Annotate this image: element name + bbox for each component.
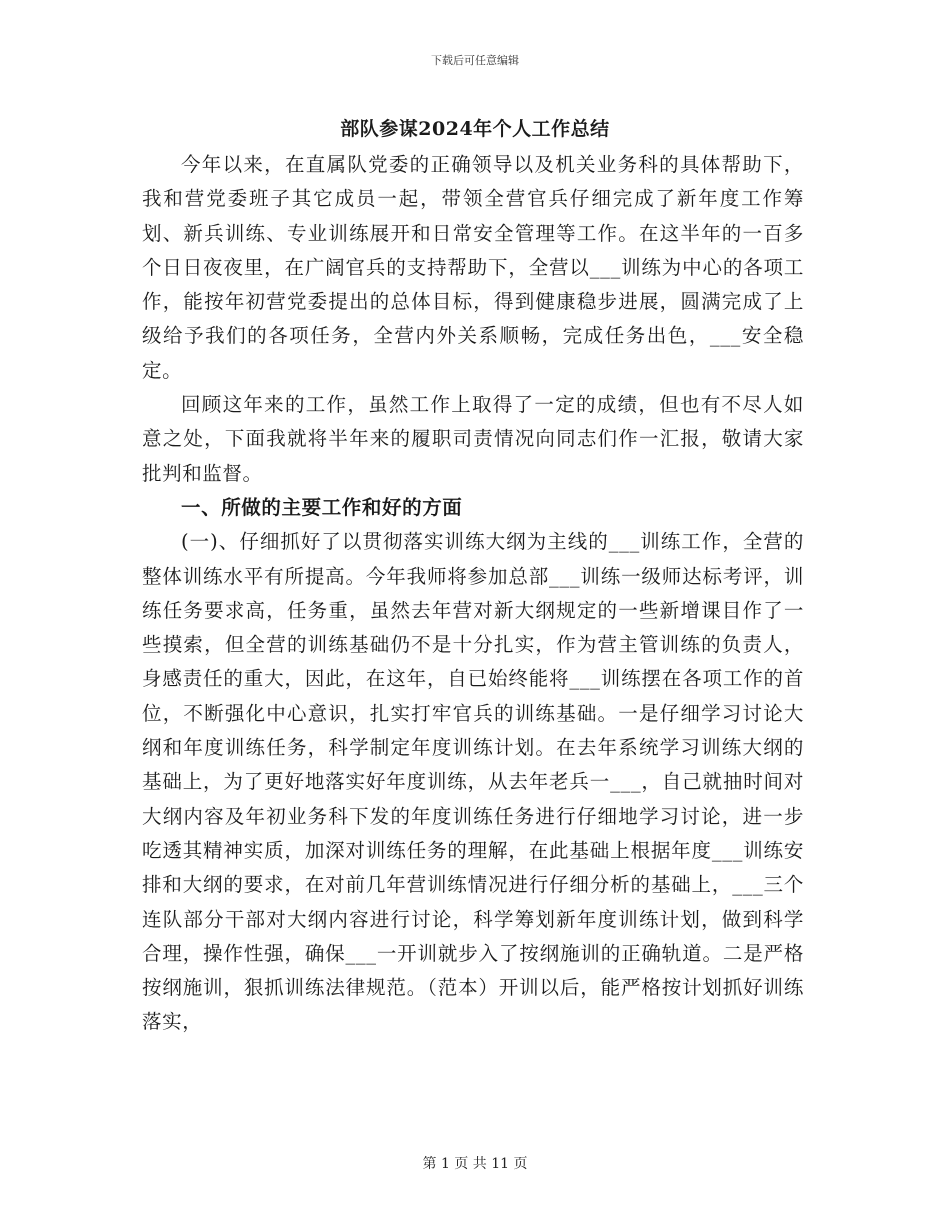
page-number: 第 1 页 共 11 页 <box>422 1156 528 1172</box>
paragraph-intro: 今年以来，在直属队党委的正确领导以及机关业务科的具体帮助下，我和营党委班子其它成员一起，带领全营官兵仔细完成了新年度工作筹划、新兵训练、专业训练展开和日常安全管理等工作。在这半年的一百多个日日夜夜里，在广阔官兵的支持帮助下，全营以___训练为中心的各项工作，能按年初营党委提出的总体目标，得到健康稳步进展，圆满完成了上级给予我们的各项任务，全营内外关系顺畅，完成任务出色，___安全稳定。 <box>142 153 804 382</box>
document-body <box>142 148 804 1040</box>
section-heading: 一、所做的主要工作和好的方面 <box>181 495 463 519</box>
document-title: 部队参谋2024年个人工作总结 <box>340 118 610 140</box>
paragraph-training: (一)、仔细抓好了以贯彻落实训练大纲为主线的___训练工作，全营的整体训练水平有所提高。今年我师将参加总部___训练一级师达标考评，训练任务要求高，任务重，虽然去年营对新大纲规定的一些新增课目作了一些摸索，但全营的训练基础仍不是十分扎实，作为营主管训练的负责人，身感责任的重大，因此，在这年，自已始终能将___训练摆在各项工作的首位，不断强化中心意识，扎实打牢官兵的训练基础。一是仔细学习讨论大纲和年度训练任务，科学制定年度训练计划。在去年系统学习训练大纲的基础上，为了更好地落实好年度训练，从去年老兵一___，自己就抽时间对大纲内容及年初业务科下发的年度训练任务进行仔细地学习讨论，进一步吃透其精神实质，加深对训练任务的理解，在此基础上根据年度___训练安排和大纲的要求，在对前几年营训练情况进行仔细分析的基础上，___三个连队部分干部对大纲内容进行讨论，科学筹划新年度训练计划，做到科学合理，操作性强，确保___一开训就步入了按纲施训的正确轨道。二是严格按纲施训，狠抓训练法律规范。（范本）开训以后，能严格按计划抓好训练落实， <box>142 530 804 1034</box>
paragraph-review: 回顾这年来的工作，虽然工作上取得了一定的成绩，但也有不尽人如意之处，下面我就将半年来的履职司责情况向同志们作一汇报，敬请大家批判和监督。 <box>142 393 804 485</box>
page-header-note: 下载后可任意编辑 <box>431 54 519 67</box>
